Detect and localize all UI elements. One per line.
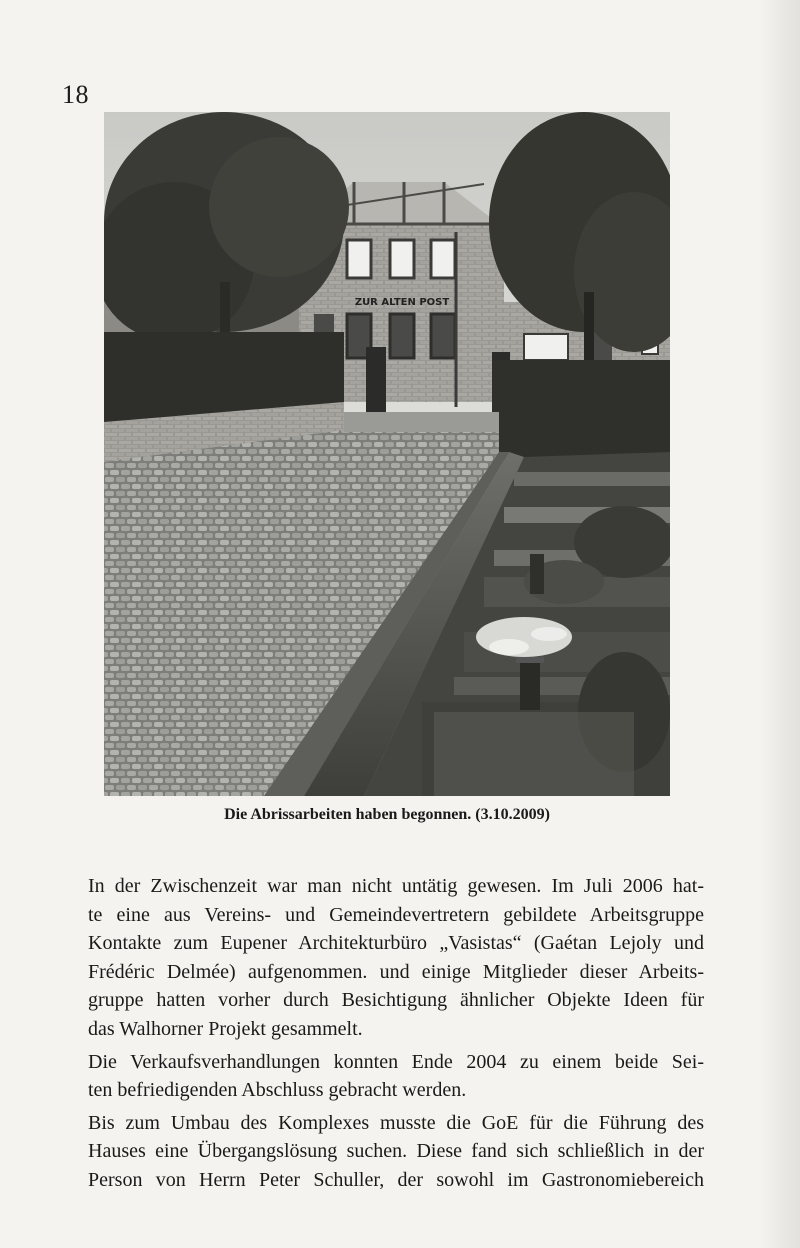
- text-line: Kontakte zum Eupener Architekturbüro „Vasistas“ (Gaétan Lejoly und: [88, 932, 704, 955]
- text-line: Person von Herrn Peter Schuller, der sowohl im Gastronomiebereich: [88, 1168, 704, 1191]
- paragraph-3: [88, 1109, 704, 1195]
- text-line: gruppe hatten vorher durch Besichtigung ähnlicher Objekte Ideen für: [88, 989, 704, 1012]
- text-line: Die Verkaufsverhandlungen konnten Ende 2004 zu einem beide Sei-: [88, 1050, 704, 1073]
- building-sign: ZUR ALTEN POST: [354, 297, 450, 308]
- photo: [104, 112, 670, 796]
- paragraph-1: [88, 872, 704, 1044]
- text-line: das Walhorner Projekt gesammelt.: [88, 1017, 363, 1040]
- photo-caption: Die Abrissarbeiten haben begonnen. (3.10.2009): [224, 806, 550, 823]
- text-line: ten befriedigenden Abschluss gebracht werden.: [88, 1079, 467, 1102]
- text-line: te eine aus Vereins- und Gemeindevertretern gebildete Arbeitsgruppe: [88, 903, 704, 926]
- text-line: Hauses eine Übergangslösung suchen. Diese fand sich schließlich in der: [88, 1140, 704, 1163]
- page-edge-shadow: [760, 0, 800, 1248]
- text-line: Bis zum Umbau des Komplexes musste die GoE für die Führung des: [88, 1111, 704, 1134]
- text-line: Frédéric Delmée) aufgenommen. und einige Mitglieder dieser Arbeits-: [88, 960, 704, 983]
- paragraph-2: [88, 1048, 704, 1105]
- body-text: [88, 872, 704, 1199]
- text-line: In der Zwischenzeit war man nicht untätig gewesen. Im Juli 2006 hat-: [88, 875, 704, 897]
- page-number: 18: [62, 80, 89, 109]
